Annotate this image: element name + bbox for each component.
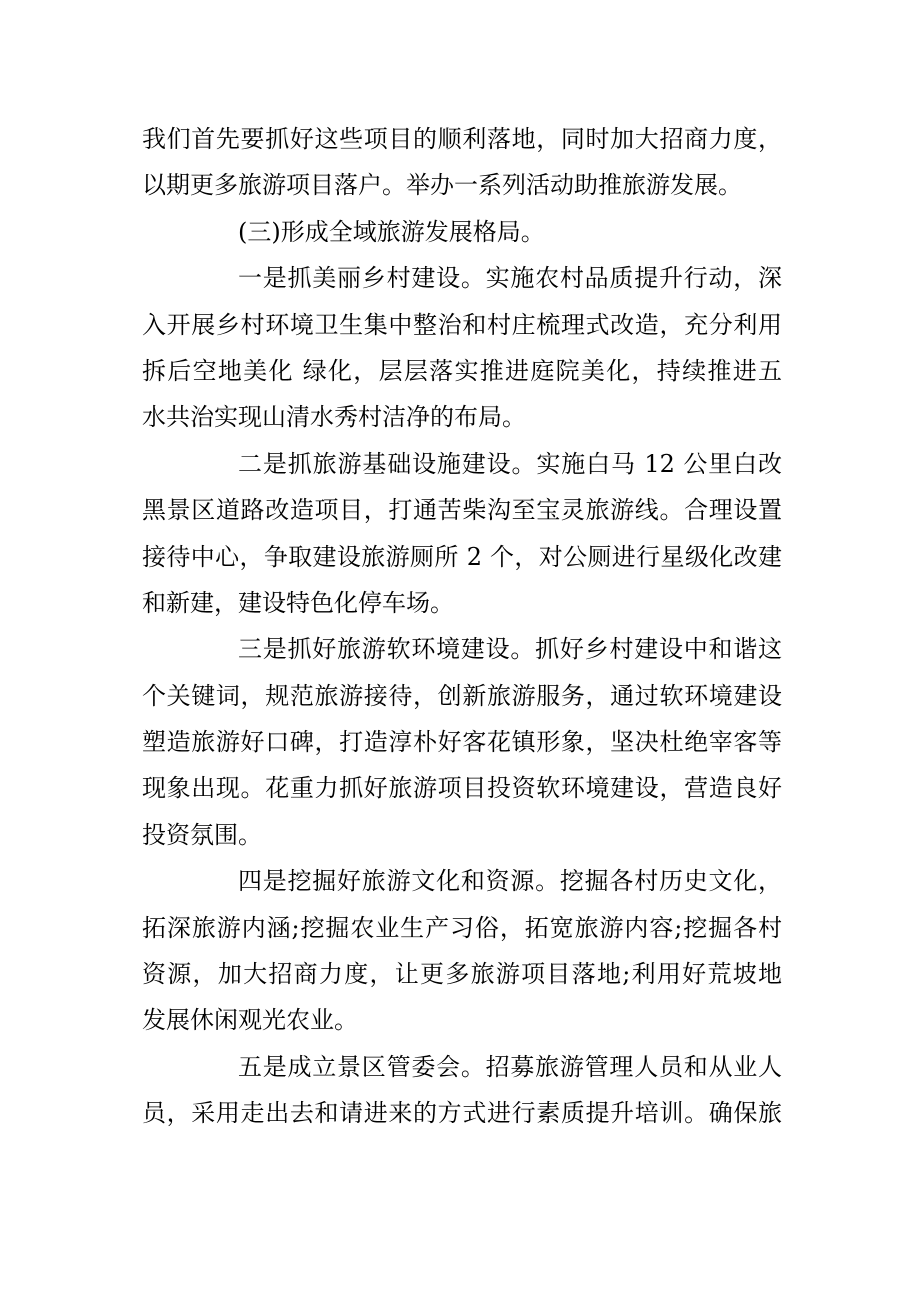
text-line: 员，采用走出去和请进来的方式进行素质提升培训。确保旅 bbox=[142, 1099, 782, 1128]
text-line: 塑造旅游好口碑，打造淳朴好客花镇形象，坚决杜绝宰客等 bbox=[142, 728, 782, 757]
paragraph-rural-construction bbox=[142, 255, 782, 441]
paragraph-continuation bbox=[142, 116, 782, 209]
text-line: 水共治实现山清水秀村洁净的布局。 bbox=[142, 403, 526, 432]
text-line: 五是成立景区管委会。招募旅游管理人员和从业人 bbox=[238, 1052, 782, 1081]
text-line: 四是挖掘好旅游文化和资源。挖掘各村历史文化， bbox=[238, 867, 782, 896]
text-line: 现象出现。花重力抓好旅游项目投资软环境建设，营造良好 bbox=[142, 774, 782, 803]
text-line: 一是抓美丽乡村建设。实施农村品质提升行动，深 bbox=[238, 264, 782, 293]
text-line: 发展休闲观光农业。 bbox=[142, 1006, 358, 1035]
paragraph-culture-resources bbox=[142, 858, 782, 1044]
text-line: 三是抓好旅游软环境建设。抓好乡村建设中和谐这 bbox=[238, 635, 782, 664]
text-line: 黑景区道路改造项目，打通苦柴沟至宝灵旅游线。合理设置 bbox=[142, 496, 782, 525]
paragraph-infrastructure bbox=[142, 441, 782, 627]
text-line: 二是抓旅游基础设施建设。实施白马 12 公里白改 bbox=[238, 449, 782, 478]
text-line: 接待中心，争取建设旅游厕所 2 个，对公厕进行星级化改建 bbox=[142, 542, 782, 571]
heading-line: (三)形成全域旅游发展格局。 bbox=[238, 217, 545, 246]
text-line: 以期更多旅游项目落户。举办一系列活动助推旅游发展。 bbox=[142, 171, 742, 200]
paragraph-soft-environment bbox=[142, 626, 782, 858]
text-line: 资源，加大招商力度，让更多旅游项目落地;利用好荒坡地 bbox=[142, 960, 782, 989]
text-line: 入开展乡村环境卫生集中整治和村庄梳理式改造，充分利用 bbox=[142, 310, 782, 339]
text-line: 拓深旅游内涵;挖掘农业生产习俗，拓宽旅游内容;挖掘各村 bbox=[142, 913, 782, 942]
section-heading bbox=[142, 209, 782, 255]
text-line: 拆后空地美化 绿化，层层落实推进庭院美化，持续推进五 bbox=[142, 356, 782, 385]
text-line: 投资氛围。 bbox=[142, 820, 262, 849]
text-line: 我们首先要抓好这些项目的顺利落地，同时加大招商力度， bbox=[142, 125, 782, 153]
text-line: 和新建，建设特色化停车场。 bbox=[142, 588, 454, 617]
paragraph-management-committee bbox=[142, 1044, 782, 1137]
document-page bbox=[142, 116, 782, 1137]
text-line: 个关键词，规范旅游接待，创新旅游服务，通过软环境建设 bbox=[142, 681, 782, 710]
